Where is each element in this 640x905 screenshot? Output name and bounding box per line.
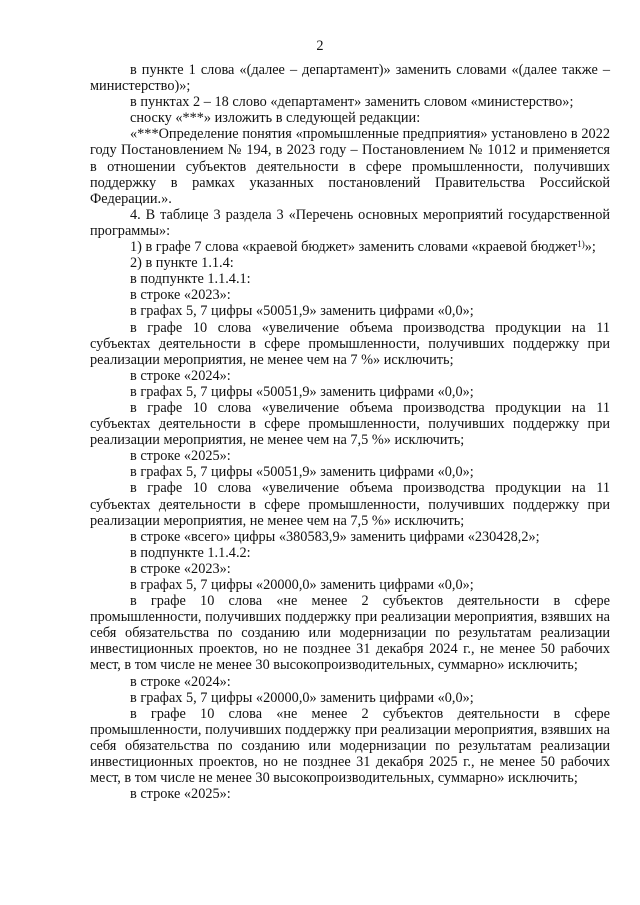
paragraph: в пунктах 2 – 18 слово «департамент» заменить словом «министерство»; [130, 94, 574, 111]
paragraph-with-footnote [90, 239, 610, 255]
paragraph: в пункте 1 слова «(далее – департамент)» заменить словами «(далее также – министерство)»; [90, 62, 610, 95]
paragraph: в графах 5, 7 цифры «20000,0» заменить цифрами «0,0»; [130, 577, 474, 593]
paragraph: в графах 5, 7 цифры «20000,0» заменить цифрами «0,0»; [130, 689, 474, 706]
paragraph: в строке «2024»: [130, 367, 231, 384]
paragraph: 2) в пункте 1.1.4: [130, 255, 234, 272]
page-number: 2 [316, 38, 324, 54]
paragraph: в графах 5, 7 цифры «50051,9» заменить цифрами «0,0»; [130, 464, 474, 481]
paragraph: в строке «2025»: [130, 786, 231, 803]
paragraph: в графе 10 слова «не менее 2 субъектов деятельности в сфере промышленности, получивших поддержку при реализации мероприятия, взявших на себя обязательства по созданию или модернизации по результатам реализации инвестиционных проектов, но не позднее 31 декабря 2025 г., не менее 50 рабочих мест, в том числе не менее 30 высокопроизводительных, суммарно» исключить; [90, 705, 610, 787]
paragraph: в графах 5, 7 цифры «50051,9» заменить цифрами «0,0»; [130, 383, 474, 400]
paragraph: в строке «2023»: [130, 560, 231, 577]
paragraph: в графе 10 слова «увеличение объема производства продукции на 11 субъектах деятельности в сфере промышленности, получивших поддержку при реализации мероприятия, не менее чем на 7 %» исключить; [90, 319, 610, 368]
document-body [90, 62, 610, 802]
paragraph: в графе 10 слова «увеличение объема производства продукции на 11 субъектах деятельности в сфере промышленности, получивших поддержку при реализации мероприятия, не менее чем на 7,5 %» исключить; [90, 480, 610, 529]
paragraph: 4. В таблице 3 раздела 3 «Перечень основных мероприятий государственной программы»: [90, 206, 610, 239]
paragraph: в графе 10 слова «не менее 2 субъектов деятельности в сфере промышленности, получивших поддержку при реализации мероприятия, взявших на себя обязательства по созданию или модернизации по результатам реализации инвестиционных проектов, но не позднее 31 декабря 2024 г., не менее 50 рабочих мест, в том числе не менее 30 высокопроизводительных, суммарно» исключить; [90, 593, 610, 674]
paragraph-tail: »; [584, 239, 596, 256]
paragraph: в строке «2024»: [130, 673, 231, 690]
paragraph: в строке «2025»: [130, 448, 231, 465]
paragraph: в строке «всего» цифры «380583,9» заменить цифрами «230428,2»; [130, 528, 540, 545]
paragraph: в подпункте 1.1.4.2: [130, 544, 251, 561]
paragraph: «***Определение понятия «промышленные предприятия» установлено в 2022 году Постановлением № 194, в 2023 году – Постановлением № 1012 и применяется в отношении субъектов деятельности в сфере промышленности, получивших поддержку в рамках указанных постановлений Правительства Российской Федерации.». [90, 126, 610, 207]
paragraph: сноску «***» изложить в следующей редакции: [130, 110, 421, 127]
paragraph-text: 1) в графе 7 слова «краевой бюджет» заменить словами «краевой бюджет [130, 239, 578, 256]
paragraph: в строке «2023»: [130, 287, 231, 304]
paragraph: в подпункте 1.1.4.1: [130, 271, 251, 288]
paragraph: в графе 10 слова «увеличение объема производства продукции на 11 субъектах деятельности в сфере промышленности, получивших поддержку при реализации мероприятия, не менее чем на 7,5 %» исключить; [90, 399, 610, 449]
paragraph: в графах 5, 7 цифры «50051,9» заменить цифрами «0,0»; [130, 303, 474, 320]
footnote-marker: 1) [577, 239, 585, 250]
